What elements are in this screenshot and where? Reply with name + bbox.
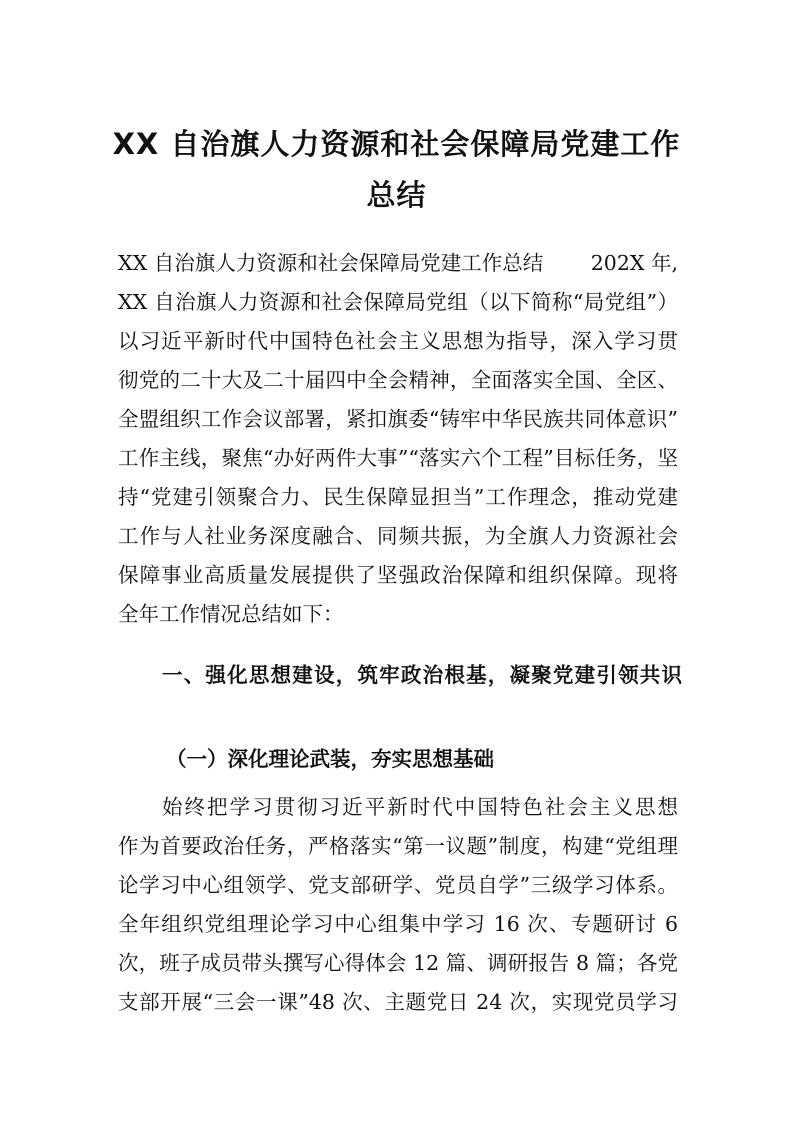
body-paragraph-line: 全年组织党组理论学习中心组集中学习 16 次、专题研讨 6 bbox=[118, 912, 678, 936]
document-title-line-2: 总结 bbox=[366, 178, 427, 212]
body-paragraph-line: 次，班子成员带头撰写心得体会 12 篇、调研报告 8 篇；各党 bbox=[118, 951, 678, 975]
intro-paragraph-line: 全年工作情况总结如下： bbox=[118, 602, 344, 626]
intro-paragraph-line: 持“党建引领聚合力、民生保障显担当”工作理念，推动党建 bbox=[118, 485, 678, 509]
intro-paragraph-line: 工作与人社业务深度融合、同频共振，为全旗人力资源社会 bbox=[118, 524, 678, 548]
intro-first-line bbox=[118, 248, 678, 278]
intro-paragraph-line: 全盟组织工作会议部署，紧扣旗委“铸牢中华民族共同体意识” bbox=[118, 407, 678, 431]
intro-title-reference: XX 自治旗人力资源和社会保障局党建工作总结 bbox=[118, 251, 544, 275]
intro-paragraph-line: XX 自治旗人力资源和社会保障局党组（以下简称“局党组”） bbox=[118, 290, 678, 314]
body-paragraph-line: 作为首要政治任务，严格落实“第一议题”制度，构建“党组理 bbox=[118, 834, 678, 858]
intro-year: 202X 年, bbox=[590, 251, 678, 275]
intro-paragraph-line: 保障事业高质量发展提供了坚强政治保障和组织保障。现将 bbox=[118, 563, 678, 587]
intro-paragraph-line: 以习近平新时代中国特色社会主义思想为指导，深入学习贯 bbox=[118, 329, 678, 353]
body-paragraph-line: 论学习中心组领学、党支部研学、党员自学”三级学习体系。 bbox=[118, 873, 678, 897]
body-paragraph-line: 始终把学习贯彻习近平新时代中国特色社会主义思想 bbox=[162, 795, 678, 819]
body-paragraph-line: 支部开展“三会一课”48 次、主题党日 24 次，实现党员学习 bbox=[118, 990, 678, 1014]
document-title-line-1: XX 自治旗人力资源和社会保障局党建工作 bbox=[112, 127, 681, 161]
section-1-heading: 一、强化思想建设，筑牢政治根基，凝聚党建引领共识 bbox=[162, 663, 682, 687]
subsection-1-heading: （一）深化理论武装，夯实思想基础 bbox=[166, 747, 494, 771]
intro-paragraph-line: 彻党的二十大及二十届四中全会精神，全面落实全国、全区、 bbox=[118, 368, 678, 392]
intro-paragraph-line: 工作主线，聚焦“办好两件大事”“落实六个工程”目标任务，坚 bbox=[118, 446, 678, 470]
